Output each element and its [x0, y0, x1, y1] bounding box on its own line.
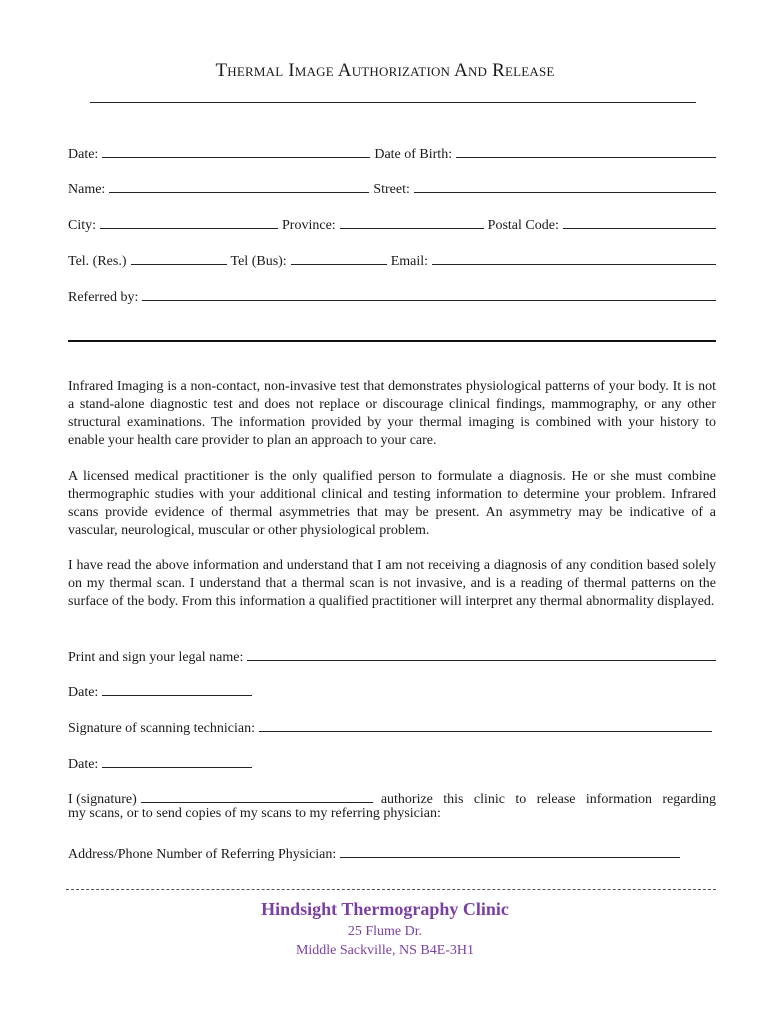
dob-field[interactable]	[456, 143, 716, 158]
print-sign-field[interactable]	[247, 646, 716, 661]
info-paragraph-1: Infrared Imaging is a non-contact, non-invasive test that demonstrates physiological patterns of your body. It is not a stand-alone diagnostic test and does not replace or discourage clinical findings, mammography, or any other structural examinations. The information provided by your thermal imaging is combined with your history to enable your health care provider to plan an approach to your care.	[68, 379, 716, 448]
date-2-label: Date:	[68, 757, 99, 772]
street-field[interactable]	[414, 178, 716, 193]
clinic-address-line-1: 25 Flume Dr.	[347, 924, 423, 939]
authorize-text-2: my scans, or to send copies of my scans to my referring physician:	[68, 806, 441, 821]
clinic-name: Hindsight Thermography Clinic	[261, 899, 509, 919]
footer-divider	[66, 889, 716, 890]
tel-res-label: Tel. (Res.)	[68, 254, 127, 269]
info-paragraph-2: A licensed medical practitioner is the only qualified person to formulate a diagnosis. He or she must combine thermographic studies with your additional clinical and testing information to determine your problem. Infrared scans provide evidence of thermal asymmetries that may be present. An asymmetry may be indicative of a vascular, neurological, muscular or other physiological problem.	[68, 469, 716, 538]
row-date-2	[68, 753, 716, 773]
title-underline	[90, 102, 696, 103]
date-1-field[interactable]	[102, 681, 252, 696]
tel-bus-field[interactable]	[291, 250, 387, 265]
referring-physician-field[interactable]	[340, 843, 680, 858]
row-referring-physician	[68, 843, 716, 863]
city-label: City:	[68, 218, 97, 233]
province-label: Province:	[282, 218, 336, 233]
i-signature-field[interactable]	[141, 788, 373, 803]
row-city-province-postal	[68, 214, 716, 234]
form-title: Thermal Image Authorization And Release	[215, 60, 555, 81]
i-signature-label: I (signature)	[68, 792, 137, 807]
technician-label: Signature of scanning technician:	[68, 721, 255, 736]
row-referred-by	[68, 286, 716, 306]
referring-physician-label: Address/Phone Number of Referring Physician:	[68, 847, 337, 862]
tel-bus-label: Tel (Bus):	[230, 254, 287, 269]
street-label: Street:	[373, 182, 410, 197]
row-authorize-cont	[68, 806, 716, 826]
tel-res-field[interactable]	[131, 250, 227, 265]
name-field[interactable]	[109, 178, 369, 193]
row-print-sign	[68, 646, 716, 666]
date-1-label: Date:	[68, 685, 99, 700]
email-label: Email:	[390, 254, 429, 269]
section-divider	[68, 340, 716, 342]
row-name-street	[68, 178, 716, 198]
date-field[interactable]	[102, 143, 370, 158]
date-2-field[interactable]	[102, 753, 252, 768]
province-field[interactable]	[340, 214, 484, 229]
row-authorize	[68, 788, 716, 808]
print-sign-label: Print and sign your legal name:	[68, 650, 244, 665]
referred-by-label: Referred by:	[68, 290, 139, 305]
clinic-address-line-2: Middle Sackville, NS B4E-3H1	[295, 943, 475, 958]
referred-by-field[interactable]	[142, 286, 716, 301]
city-field[interactable]	[100, 214, 278, 229]
row-date-1	[68, 681, 716, 701]
authorize-text: authorize this clinic to release information regarding	[380, 792, 716, 807]
info-paragraph-3: I have read the above information and understand that I am not receiving a diagnosis of any condition based solely on my thermal scan. I understand that a thermal scan is not invasive, and is a reading of thermal patterns on the surface of the body. From this information a qualified practitioner will interpret any thermal abnormality displayed.	[68, 558, 716, 609]
postal-field[interactable]	[563, 214, 716, 229]
postal-label: Postal Code:	[487, 218, 559, 233]
dob-label: Date of Birth:	[374, 147, 453, 162]
date-label: Date:	[68, 147, 99, 162]
technician-field[interactable]	[259, 717, 712, 732]
row-date-dob	[68, 143, 716, 163]
email-field[interactable]	[432, 250, 716, 265]
name-label: Name:	[68, 182, 106, 197]
row-tel-email	[68, 250, 716, 270]
row-technician	[68, 717, 716, 737]
